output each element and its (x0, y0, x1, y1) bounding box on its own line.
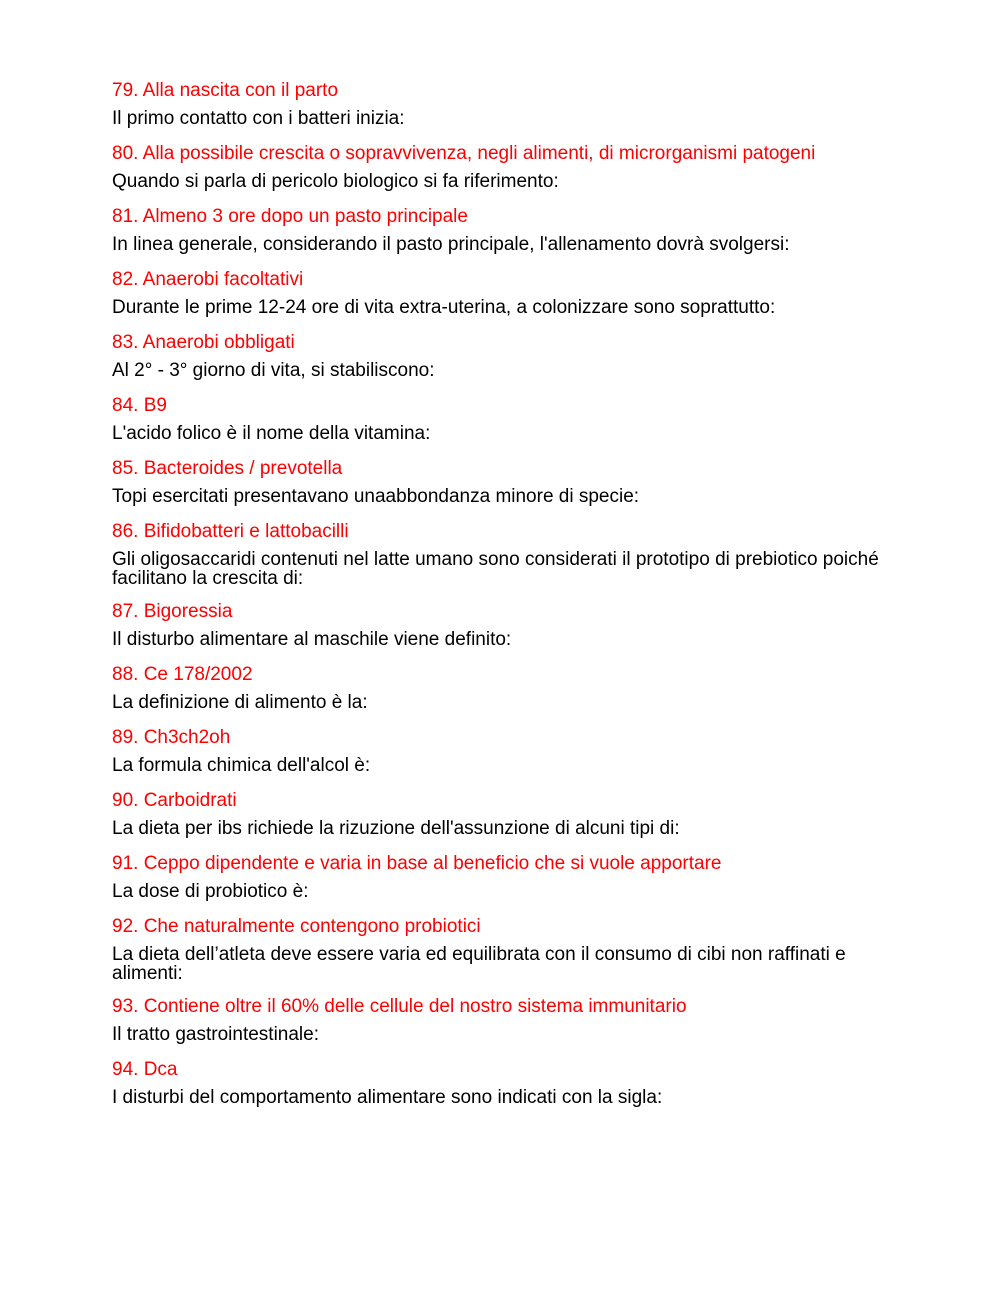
qa-entry-83 (112, 332, 882, 380)
answer-text: 87. Bigoressia (112, 601, 233, 622)
qa-entry-80 (112, 143, 882, 191)
question-text: Durante le prime 12-24 ore di vita extra-uterina, a colonizzare sono soprattutto: (112, 297, 776, 318)
answer-text: 94. Dca (112, 1059, 178, 1080)
qa-entry-85 (112, 458, 882, 506)
question-text: La dose di probiotico è: (112, 881, 309, 902)
question-text: Il primo contatto con i batteri inizia: (112, 108, 405, 129)
document-page (112, 80, 882, 1122)
answer-text: 84. B9 (112, 395, 167, 416)
qa-entry-92 (112, 916, 882, 983)
question-text: In linea generale, considerando il pasto principale, l'allenamento dovrà svolgersi: (112, 234, 790, 255)
question-text: Il tratto gastrointestinale: (112, 1024, 319, 1045)
question-text: La definizione di alimento è la: (112, 692, 368, 713)
question-text: La dieta per ibs richiede la rizuzione dell'assunzione di alcuni tipi di: (112, 818, 680, 839)
qa-entry-87 (112, 601, 882, 649)
answer-text: 83. Anaerobi obbligati (112, 332, 295, 353)
answer-text: 81. Almeno 3 ore dopo un pasto principale (112, 206, 468, 227)
question-text: La formula chimica dell'alcol è: (112, 755, 371, 776)
qa-entry-90 (112, 790, 882, 838)
answer-text: 92. Che naturalmente contengono probiotici (112, 916, 481, 937)
qa-entry-94 (112, 1059, 882, 1107)
answer-text: 82. Anaerobi facoltativi (112, 269, 304, 290)
qa-entry-88 (112, 664, 882, 712)
question-text: Gli oligosaccaridi contenuti nel latte umano sono considerati il prototipo di prebiotico poiché facilitano la crescita di: (112, 549, 879, 589)
answer-text: 90. Carboidrati (112, 790, 237, 811)
qa-entry-84 (112, 395, 882, 443)
question-text: Quando si parla di pericolo biologico si fa riferimento: (112, 171, 559, 192)
answer-text: 85. Bacteroides / prevotella (112, 458, 343, 479)
qa-entry-89 (112, 727, 882, 775)
qa-entry-82 (112, 269, 882, 317)
answer-text: 86. Bifidobatteri e lattobacilli (112, 521, 349, 542)
question-text: Topi esercitati presentavano unaabbondanza minore di specie: (112, 486, 640, 507)
answer-text: 91. Ceppo dipendente e varia in base al beneficio che si vuole apportare (112, 853, 722, 874)
answer-text: 88. Ce 178/2002 (112, 664, 253, 685)
question-text: Al 2° - 3° giorno di vita, si stabiliscono: (112, 360, 435, 381)
qa-entry-93 (112, 996, 882, 1044)
qa-entry-79 (112, 80, 882, 128)
qa-entry-86 (112, 521, 882, 588)
question-text: L'acido folico è il nome della vitamina: (112, 423, 431, 444)
answer-text: 89. Ch3ch2oh (112, 727, 231, 748)
question-text: La dieta dell’atleta deve essere varia ed equilibrata con il consumo di cibi non raffinati e alimenti: (112, 944, 846, 984)
answer-text: 80. Alla possibile crescita o sopravvivenza, negli alimenti, di microrganismi patogeni (112, 143, 816, 164)
qa-entry-91 (112, 853, 882, 901)
question-text: I disturbi del comportamento alimentare sono indicati con la sigla: (112, 1087, 663, 1108)
question-text: Il disturbo alimentare al maschile viene definito: (112, 629, 512, 650)
answer-text: 79. Alla nascita con il parto (112, 80, 339, 101)
answer-text: 93. Contiene oltre il 60% delle cellule del nostro sistema immunitario (112, 996, 687, 1017)
qa-entry-81 (112, 206, 882, 254)
